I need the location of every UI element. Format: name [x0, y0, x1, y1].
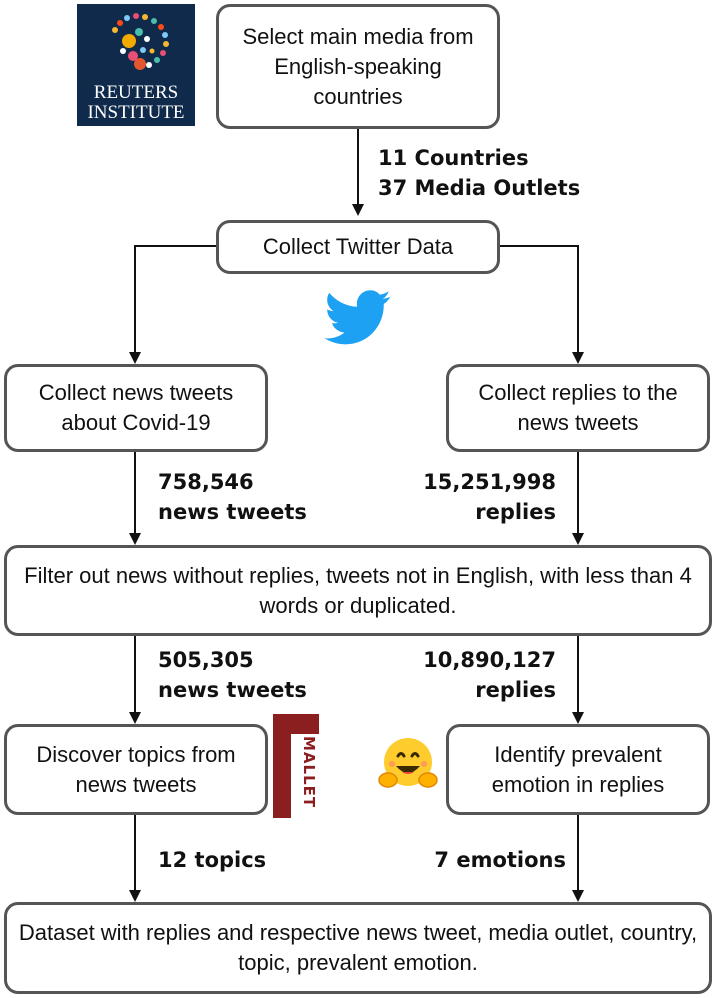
collect-replies-box — [446, 364, 710, 452]
arrow-collect-to-news — [135, 246, 216, 362]
select-media-box — [216, 4, 500, 129]
mallet-logo — [273, 714, 319, 818]
replies-count-1: 15,251,998 — [423, 470, 556, 494]
replies-count-2: 10,890,127 — [423, 648, 556, 672]
mallet-text: MALLET — [300, 736, 318, 809]
collect-news-box — [4, 364, 268, 452]
topics-label: 12 topics — [158, 848, 267, 872]
emotions-label: 7 emotions — [434, 848, 566, 872]
filter-box — [4, 545, 712, 636]
collect-twitter-text: Collect Twitter Data — [262, 234, 454, 259]
collect-news-text: Collect news tweets about Covid-19 — [38, 380, 234, 435]
countries-label: 11 Countries — [378, 146, 529, 170]
news-count-1: 758,546 — [158, 470, 254, 494]
collect-twitter-box — [216, 220, 500, 274]
reuters-institute-logo — [77, 4, 195, 126]
select-media-text: Select main media from English-speaking countries — [242, 23, 474, 109]
discover-topics-text: Discover topics from news tweets — [36, 741, 236, 797]
news-unit-2: news tweets — [158, 678, 307, 702]
media-outlets-label: 37 Media Outlets — [378, 176, 581, 200]
identify-emotion-box — [446, 724, 710, 815]
reuters-line1: REUTERS — [93, 82, 179, 103]
mallet-stem — [273, 714, 291, 818]
reuters-dots-icon — [77, 4, 195, 84]
replies-unit-2: replies — [475, 678, 556, 702]
filter-text: Filter out news without replies, tweets not in English, with less than 4 words or duplicated. — [24, 562, 692, 618]
twitter-bird-icon — [322, 290, 394, 346]
news-unit-1: news tweets — [158, 500, 307, 524]
replies-unit-1: replies — [475, 500, 556, 524]
hugging-face-emoji-icon — [376, 732, 440, 796]
arrow-collect-to-replies — [500, 246, 578, 362]
dataset-text: Dataset with replies and respective news tweet, media outlet, country, topic, prevalent emotion. — [18, 920, 698, 975]
dataset-box — [4, 902, 712, 994]
discover-topics-box — [4, 724, 268, 815]
collect-replies-text: Collect replies to the news tweets — [478, 380, 678, 435]
news-count-2: 505,305 — [158, 648, 254, 672]
reuters-line2: INSTITUTE — [87, 102, 185, 123]
identify-emotion-text: Identify prevalent emotion in replies — [491, 741, 665, 797]
